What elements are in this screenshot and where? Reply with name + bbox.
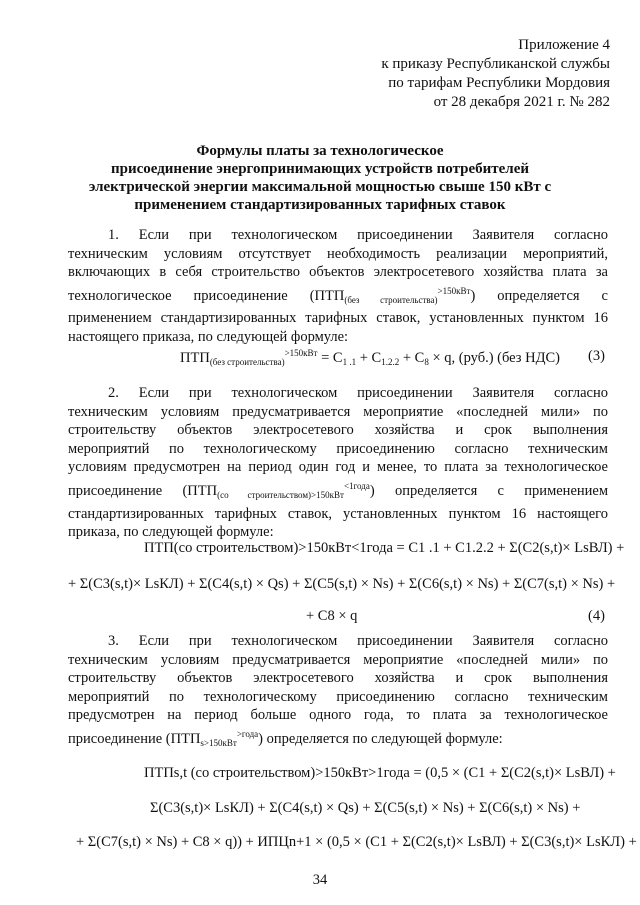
formula-5-row-3: + Σ(С7(s,t) × Ns) + С8 × q)) + ИПЦn+1 × (0,5 × (С1 + Σ(С2(s,t)× LsВЛ) + Σ(С3(s,t)× LsКЛ) + [76, 834, 637, 850]
p2-line-8: приказа, по следующей формуле: [68, 524, 274, 541]
document-title [50, 142, 590, 214]
page-number: 34 [312, 872, 328, 888]
p3-line-1: 3. Если при технологическом присоединении Заявителя согласно [108, 633, 608, 649]
formula-5-row-1: ПТПs,t (со строительством)>150кВт>1года = (0,5 × (С1 + Σ(С2(s,t)× LsВЛ) + [144, 765, 616, 781]
p2-line-3: строительству объектов электросетевого хозяйства и срок выполнения [68, 422, 608, 439]
formula-3: $ПТП_{(без строительства)}^{>150кВт} = С_{1 .1} + С_{1.2.2} + С_8 \times q$, (руб.) (без НДС) [180, 348, 561, 367]
formula-4-row-3: + С8 × q [306, 608, 358, 624]
equation-number-4: (4) [588, 608, 605, 624]
p1-line-5: применением стандартизированных тарифных ставок, установленных пунктом 16 [68, 310, 608, 327]
p1-line-6: настоящего приказа, по следующей формуле: [68, 328, 349, 345]
p3-line-2: техническим условиям предусматривается мероприятие «последней мили» по [68, 651, 608, 668]
title-line-2: присоединение энергопринимающих устройств потребителей [110, 161, 530, 177]
appendix-line-1: Приложение 4 [518, 37, 610, 53]
p1-line-1: 1. Если при технологическом присоединении Заявителя согласно [108, 227, 608, 243]
p3-line-3: строительству объектов электросетевого хозяйства и срок выполнения [68, 670, 608, 687]
p3-line-5: предусмотрен на период больше одного года, то плата за технологическое [68, 707, 608, 724]
appendix-line-4: от 28 декабря 2021 г. № 282 [433, 94, 610, 110]
appendix-line-3: по тарифам Республики Мордовия [388, 75, 610, 91]
formula-4-row-2: + Σ(С3(s,t)× LsКЛ) + Σ(С4(s,t) × Qs) + Σ(С5(s,t) × Ns) + Σ(С6(s,t) × Ns) + Σ(С7(s,t) × Ns) + [68, 576, 616, 592]
equation-number-3: (3) [588, 348, 605, 364]
p3-line-6: присоединение $(ПТП_{s>150кВт}^{>года})$ определяется по следующей формуле: [68, 728, 503, 748]
formula-4-row-1: ПТП(со строительством)>150кВт<1года = С1 .1 + С1.2.2 + Σ(С2(s,t)× LsВЛ) + [144, 540, 625, 556]
p1-line-2: техническим условиям отсутствует необходимость реализации мероприятий, [68, 245, 608, 262]
p2-line-2: техническим условиям предусматривается мероприятие «последней мили» по [68, 403, 608, 420]
appendix-header [381, 36, 610, 112]
p1-line-4: технологическое присоединение $(ПТП_{(без строительства)}^{>150кВт})$ определяется с [68, 285, 608, 305]
paragraph-1 [68, 226, 608, 347]
p3-line-4: мероприятий по технологическому присоединению согласно техническим [68, 688, 608, 705]
p1-line-3: включающих в себя строительство объектов электросетевого хозяйства плата за [68, 264, 608, 281]
title-line-1: Формулы платы за технологическое [196, 143, 444, 159]
paragraph-3 [68, 632, 608, 753]
formula-5-row-2: Σ(С3(s,t)× LsКЛ) + Σ(С4(s,t) × Qs) + Σ(С5(s,t) × Ns) + Σ(С6(s,t) × Ns) + [150, 800, 581, 816]
p2-line-1: 2. Если при технологическом присоединении Заявителя согласно [108, 385, 608, 401]
title-line-4: применением стандартизированных тарифных ставок [134, 197, 506, 213]
title-line-3: электрической энергии максимальной мощностью свыше 150 кВт с [88, 179, 552, 195]
paragraph-2 [68, 384, 608, 542]
p2-line-7: стандартизированных тарифных ставок, установленных пунктом 16 настоящего [68, 505, 608, 522]
p2-line-4: мероприятий по технологическому присоединению согласно техническим [68, 440, 608, 457]
p2-line-5: условиям предусмотрен на период один год и менее, то плата за технологическое [68, 459, 608, 476]
appendix-line-2: к приказу Республиканской службы [381, 56, 610, 72]
p2-line-6: присоединение $(ПТП_{(со строительством)>150кВт}^{<1года})$ определяется с применением [68, 480, 609, 500]
